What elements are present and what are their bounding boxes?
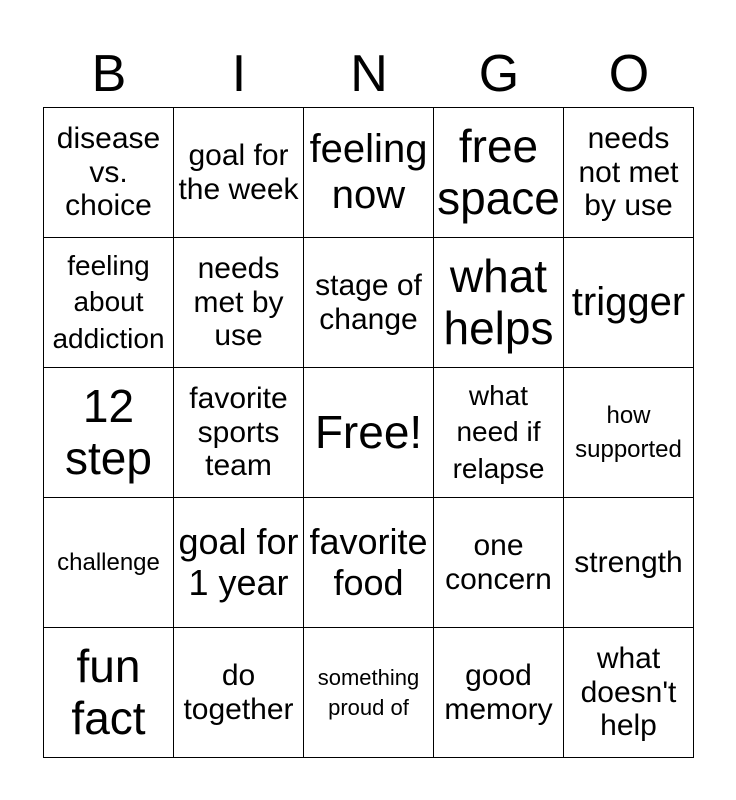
bingo-cell[interactable]: challenge <box>44 498 174 628</box>
bingo-cell[interactable]: favorite food <box>304 498 434 628</box>
bingo-cell[interactable]: goal for 1 year <box>174 498 304 628</box>
bingo-cell[interactable]: trigger <box>564 238 694 368</box>
bingo-cell[interactable]: needs met by use <box>174 238 304 368</box>
header-letter-i: I <box>231 45 247 103</box>
header-letter-n: N <box>350 45 388 103</box>
bingo-cell[interactable]: one concern <box>434 498 564 628</box>
header-letter-o: O <box>608 45 650 103</box>
header-letter-b: B <box>91 45 127 103</box>
bingo-cell[interactable]: how supported <box>564 368 694 498</box>
bingo-cell[interactable]: what doesn't help <box>564 628 694 758</box>
bingo-cell[interactable]: feeling about addiction <box>44 238 174 368</box>
bingo-cell[interactable]: disease vs. choice <box>44 108 174 238</box>
bingo-cell[interactable]: favorite sports team <box>174 368 304 498</box>
bingo-cell[interactable]: fun fact <box>44 628 174 758</box>
bingo-grid <box>43 107 694 758</box>
bingo-cell[interactable]: good memory <box>434 628 564 758</box>
bingo-cell[interactable]: 12 step <box>44 368 174 498</box>
bingo-cell[interactable]: do together <box>174 628 304 758</box>
bingo-cell[interactable]: goal for the week <box>174 108 304 238</box>
bingo-cell[interactable]: free space <box>434 108 564 238</box>
bingo-cell[interactable]: needs not met by use <box>564 108 694 238</box>
bingo-cell[interactable]: strength <box>564 498 694 628</box>
bingo-header <box>44 40 694 108</box>
bingo-cell[interactable]: what need if relapse <box>434 368 564 498</box>
bingo-cell[interactable]: stage of change <box>304 238 434 368</box>
bingo-cell[interactable]: Free! <box>304 368 434 498</box>
header-letter-g: G <box>478 45 520 103</box>
bingo-cell[interactable]: what helps <box>434 238 564 368</box>
bingo-cell[interactable]: feeling now <box>304 108 434 238</box>
bingo-cell[interactable]: something proud of <box>304 628 434 758</box>
